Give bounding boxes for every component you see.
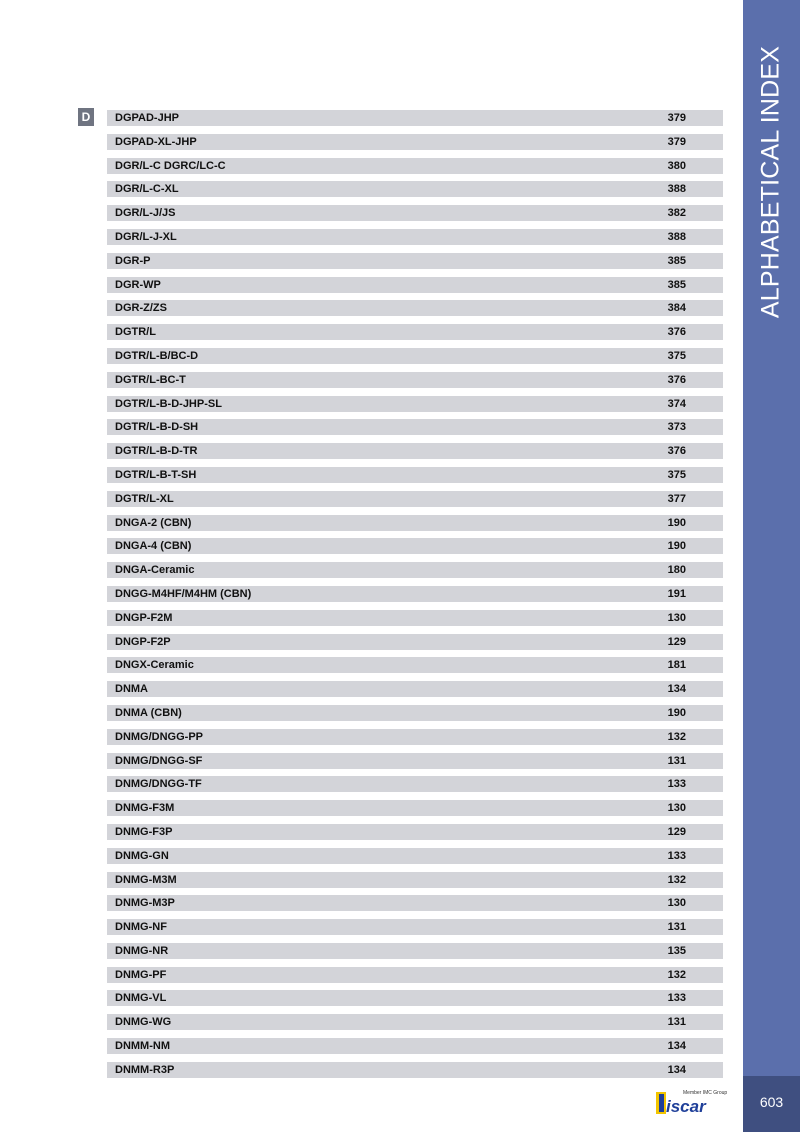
index-entry-name: DNMG-F3P <box>115 825 173 838</box>
index-row[interactable] <box>107 657 723 673</box>
index-entry-name: DGTR/L-B/BC-D <box>115 349 199 362</box>
index-row[interactable] <box>107 824 723 840</box>
logo-blue-mark <box>659 1094 664 1112</box>
index-entry-name: DNGG-M4HF/M4HM (CBN) <box>115 587 252 600</box>
index-entry-name: DNMA <box>115 683 148 696</box>
index-entry-page: 380 <box>667 159 686 172</box>
index-entry-page: 134 <box>667 1040 686 1053</box>
index-row[interactable] <box>107 634 723 650</box>
logo-member-text: Member IMC Group <box>683 1090 728 1096</box>
index-entry-page: 135 <box>667 944 686 957</box>
index-row[interactable] <box>107 253 723 269</box>
index-row[interactable] <box>107 705 723 721</box>
index-row[interactable] <box>107 158 723 174</box>
index-row[interactable] <box>107 848 723 864</box>
index-row[interactable] <box>107 181 723 197</box>
index-entry-name: DGTR/L-B-D-JHP-SL <box>115 397 222 410</box>
index-entry-name: DNMA (CBN) <box>115 706 182 719</box>
index-entry-page: 379 <box>667 112 686 124</box>
index-entry-name: DNGX-Ceramic <box>115 659 194 672</box>
index-entry-page: 379 <box>667 135 686 148</box>
index-entry-page: 131 <box>667 921 686 934</box>
index-entry-name: DGTR/L-B-T-SH <box>115 468 197 481</box>
index-entry-name: DGR/L-J/JS <box>115 207 176 220</box>
index-entry-page: 133 <box>667 849 686 862</box>
index-entry-page: 190 <box>667 516 686 529</box>
index-row[interactable] <box>107 776 723 792</box>
index-row[interactable] <box>107 1014 723 1030</box>
index-row[interactable] <box>107 538 723 554</box>
index-entry-name: DGTR/L-XL <box>115 492 174 505</box>
index-entry-page: 376 <box>667 373 686 386</box>
index-entry-page: 181 <box>667 659 686 672</box>
section-title: ALPHABETICAL INDEX <box>756 45 785 319</box>
index-row[interactable] <box>107 110 723 126</box>
index-entry-name: DGR-WP <box>115 278 161 291</box>
index-entry-page: 133 <box>667 992 686 1005</box>
index-entry-page: 190 <box>667 706 686 719</box>
index-row[interactable] <box>107 324 723 340</box>
letter-tab[interactable]: D <box>78 108 94 126</box>
index-entry-page: 180 <box>667 564 686 577</box>
index-row[interactable] <box>107 610 723 626</box>
index-entry-page: 388 <box>667 183 686 196</box>
index-entry-page: 133 <box>667 778 686 791</box>
logo-wordmark: iscar <box>666 1097 706 1114</box>
index-entry-name: DNGA-Ceramic <box>115 564 195 577</box>
index-entry-page: 131 <box>667 1016 686 1029</box>
index-entry-page: 134 <box>667 683 686 696</box>
index-entry-name: DNMG-F3M <box>115 802 175 815</box>
index-entry-page: 129 <box>667 635 686 648</box>
index-entry-page: 385 <box>667 254 686 267</box>
index-entry-name: DNMG/DNGG-TF <box>115 778 202 791</box>
index-entry-page: 375 <box>667 349 686 362</box>
index-entry-name: DNMG-M3M <box>115 873 177 886</box>
index-entry-page: 382 <box>667 207 686 220</box>
index-row[interactable] <box>107 515 723 531</box>
index-entry-name: DGR/L-C-XL <box>115 183 179 196</box>
index-entry-name: DGR-P <box>115 254 151 267</box>
index-entry-name: DNGA-4 (CBN) <box>115 540 192 553</box>
index-entry-name: DNMG/DNGG-SF <box>115 754 203 767</box>
index-entry-name: DNGA-2 (CBN) <box>115 516 192 529</box>
index-row[interactable] <box>107 919 723 935</box>
index-row[interactable] <box>107 396 723 412</box>
index-entry-page: 132 <box>667 873 686 886</box>
index-entry-name: DNMG-PF <box>115 968 167 981</box>
index-row[interactable] <box>107 443 723 459</box>
index-row[interactable] <box>107 134 723 150</box>
index-entry-page: 385 <box>667 278 686 291</box>
index-row[interactable] <box>107 990 723 1006</box>
index-entry-name: DGTR/L-B-D-SH <box>115 421 199 434</box>
index-entry-page: 132 <box>667 730 686 743</box>
index-entry-name: DGTR/L-B-D-TR <box>115 445 198 458</box>
index-entry-page: 129 <box>667 825 686 838</box>
index-entry-name: DNMG-WG <box>115 1016 172 1029</box>
index-entry-name: DNMM-NM <box>115 1040 170 1053</box>
index-entry-page: 377 <box>667 492 686 505</box>
index-row[interactable] <box>107 753 723 769</box>
index-entry-page: 130 <box>667 611 686 624</box>
index-entry-name: DGPAD-XL-JHP <box>115 135 197 148</box>
index-row[interactable] <box>107 872 723 888</box>
index-entry-page: 384 <box>667 302 686 315</box>
index-row[interactable] <box>107 300 723 316</box>
index-entry-name: DNMG-NR <box>115 944 169 957</box>
index-row[interactable] <box>107 1062 723 1078</box>
index-row[interactable] <box>107 1038 723 1054</box>
index-entry-name: DGR-Z/ZS <box>115 302 167 315</box>
index-entry-page: 130 <box>667 802 686 815</box>
index-row[interactable] <box>107 943 723 959</box>
index-list <box>107 110 723 1086</box>
index-entry-page: 132 <box>667 968 686 981</box>
index-entry-page: 190 <box>667 540 686 553</box>
index-entry-name: DGR/L-J-XL <box>115 230 177 243</box>
page-number: 603 <box>759 1094 784 1110</box>
index-entry-page: 375 <box>667 468 686 481</box>
index-entry-page: 191 <box>667 587 686 600</box>
index-entry-name: DNGP-F2P <box>115 635 171 648</box>
index-entry-name: DNMG/DNGG-PP <box>115 730 203 743</box>
index-entry-page: 374 <box>667 397 686 410</box>
index-row[interactable] <box>107 277 723 293</box>
index-entry-page: 373 <box>667 421 686 434</box>
iscar-logo <box>656 1088 726 1114</box>
index-entry-name: DNMG-M3P <box>115 897 175 910</box>
index-row[interactable] <box>107 348 723 364</box>
index-entry-page: 134 <box>667 1063 686 1076</box>
index-entry-page: 130 <box>667 897 686 910</box>
index-row[interactable] <box>107 372 723 388</box>
index-row[interactable] <box>107 729 723 745</box>
index-row[interactable] <box>107 681 723 697</box>
index-row[interactable] <box>107 491 723 507</box>
index-entry-name: DNMG-NF <box>115 921 167 934</box>
index-row[interactable] <box>107 586 723 602</box>
index-row[interactable] <box>107 967 723 983</box>
index-row[interactable] <box>107 229 723 245</box>
index-entry-page: 376 <box>667 445 686 458</box>
index-row[interactable] <box>107 467 723 483</box>
index-row[interactable] <box>107 419 723 435</box>
index-entry-name: DGTR/L-BC-T <box>115 373 186 386</box>
index-entry-page: 131 <box>667 754 686 767</box>
index-row[interactable] <box>107 205 723 221</box>
index-entry-name: DGPAD-JHP <box>115 112 179 124</box>
index-entry-name: DGR/L-C DGRC/LC-C <box>115 159 226 172</box>
index-entry-name: DGTR/L <box>115 326 156 339</box>
index-row[interactable] <box>107 562 723 578</box>
index-row[interactable] <box>107 895 723 911</box>
index-entry-page: 388 <box>667 230 686 243</box>
index-entry-name: DNMG-VL <box>115 992 167 1005</box>
index-entry-name: DNGP-F2M <box>115 611 173 624</box>
index-entry-page: 376 <box>667 326 686 339</box>
index-entry-name: DNMG-GN <box>115 849 169 862</box>
index-entry-name: DNMM-R3P <box>115 1063 175 1076</box>
index-row[interactable] <box>107 800 723 816</box>
